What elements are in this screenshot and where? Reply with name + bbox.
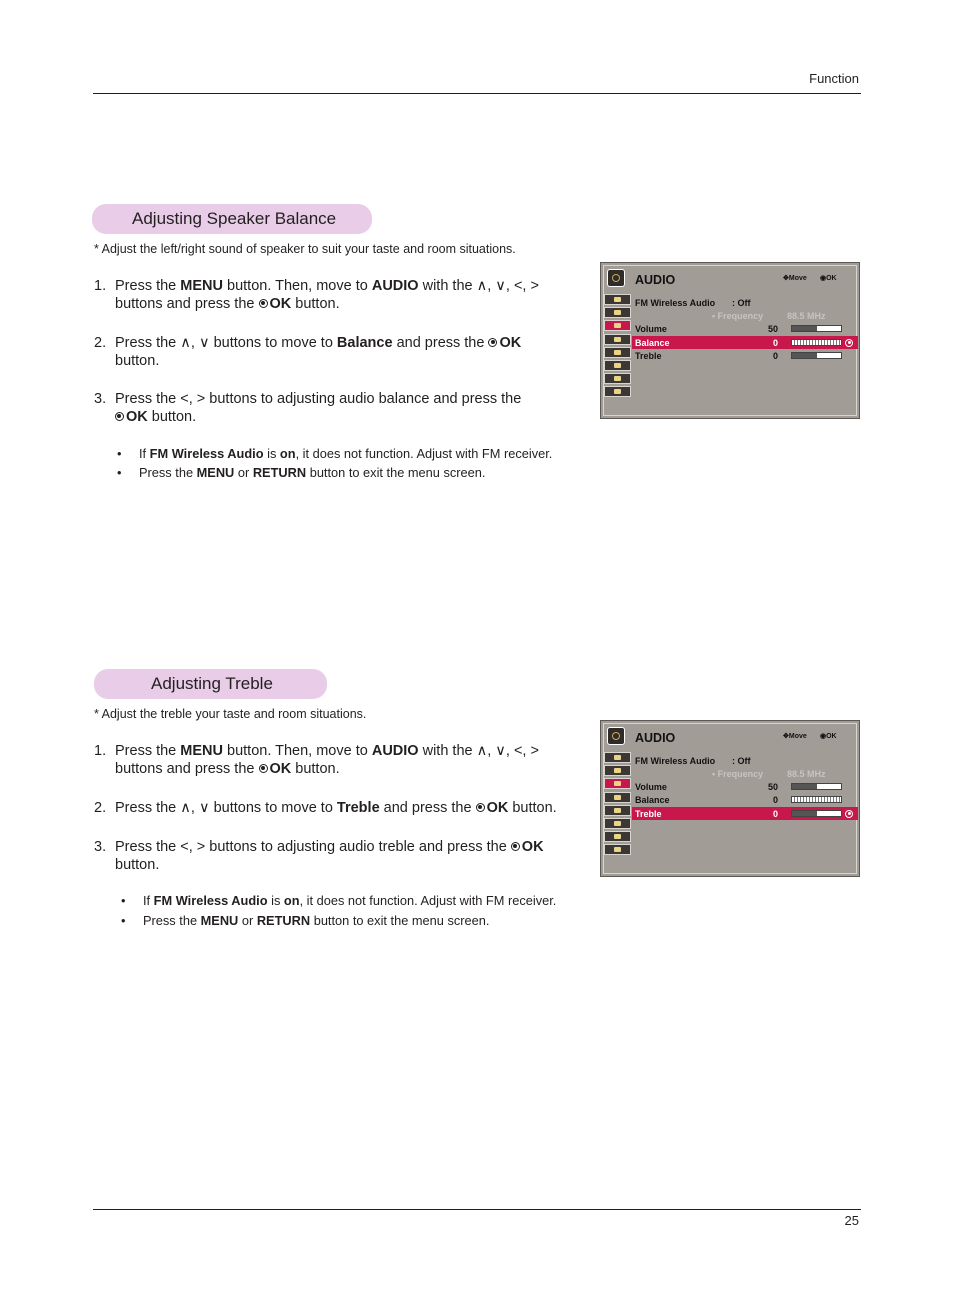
input-icon — [604, 373, 631, 384]
ok-icon — [115, 412, 124, 421]
ok-icon — [845, 339, 853, 347]
step-3: 3. Press the <, > buttons to adjusting audio balance and press the OK button. — [94, 391, 522, 425]
bullet-item: • If FM Wireless Audio is on, it does not function. Adjust with FM receiver. — [121, 893, 557, 908]
balance-slider[interactable] — [791, 339, 842, 346]
osd-category-sidebar — [604, 752, 632, 858]
osd-row-volume[interactable]: Volume 50 — [632, 322, 858, 335]
picture-icon — [604, 752, 631, 763]
picture-icon — [604, 294, 631, 305]
osd-row-treble[interactable]: Treble 0 — [632, 807, 858, 820]
osd-row-frequency: • Frequency 88.5 MHz — [712, 768, 826, 779]
balance-slider[interactable] — [791, 796, 842, 803]
header-rule — [93, 93, 861, 94]
move-hint: ✥Move — [783, 275, 807, 282]
audio-osd-menu — [600, 720, 860, 877]
section-title-treble: Adjusting Treble — [94, 669, 327, 699]
step-1: 1. Press the MENU button. Then, move to AUDIO with the ∧, ∨, <, > buttons and press the OK button. — [94, 278, 539, 312]
time-icon — [604, 334, 631, 345]
screen-icon — [604, 765, 631, 776]
step-2: 2. Press the ∧, ∨ buttons to move to Treble and press the OK button. — [94, 800, 557, 816]
bullet-item: • If FM Wireless Audio is on, it does not function. Adjust with FM receiver. — [117, 446, 553, 461]
usb-icon — [604, 844, 631, 855]
option-icon — [604, 805, 631, 816]
osd-row-volume[interactable]: Volume 50 — [632, 780, 858, 793]
section-note: * Adjust the left/right sound of speaker to suit your taste and room situations. — [94, 242, 516, 256]
lock-icon — [604, 360, 631, 371]
audio-osd-menu — [600, 262, 860, 419]
osd-row-balance[interactable]: Balance 0 — [632, 336, 858, 349]
osd-title: AUDIO — [635, 273, 676, 287]
ok-icon — [511, 842, 520, 851]
ok-icon — [259, 299, 268, 308]
bullet-item: • Press the MENU or RETURN button to exit the menu screen. — [121, 913, 490, 928]
usb-icon — [604, 386, 631, 397]
treble-bar-fill — [792, 353, 817, 358]
volume-bar-fill — [792, 784, 817, 789]
ok-icon — [476, 803, 485, 812]
bullet-item: • Press the MENU or RETURN button to exit the menu screen. — [117, 465, 486, 480]
treble-bar-fill — [792, 811, 817, 816]
step-1: 1. Press the MENU button. Then, move to AUDIO with the ∧, ∨, <, > buttons and press the OK button. — [94, 743, 539, 777]
move-hint: ✥Move — [783, 733, 807, 740]
footer-rule — [93, 1209, 861, 1210]
audio-icon — [604, 778, 631, 789]
section-note: * Adjust the treble your taste and room situations. — [94, 707, 367, 721]
section-title-balance: Adjusting Speaker Balance — [92, 204, 372, 234]
ok-icon — [845, 810, 853, 818]
speaker-icon — [607, 727, 625, 745]
audio-icon — [604, 320, 631, 331]
osd-row-treble[interactable]: Treble 0 — [632, 349, 858, 362]
volume-bar-fill — [792, 326, 817, 331]
osd-category-sidebar — [604, 294, 632, 400]
ok-hint: ◉OK — [820, 733, 837, 740]
screen-icon — [604, 307, 631, 318]
ok-hint: ◉OK — [820, 275, 837, 282]
option-icon — [604, 347, 631, 358]
ok-icon — [259, 764, 268, 773]
osd-row-frequency: • Frequency 88.5 MHz — [712, 310, 826, 321]
page-number: 25 — [844, 1213, 859, 1228]
osd-title: AUDIO — [635, 731, 676, 745]
step-3: 3. Press the <, > buttons to adjusting audio treble and press the OK button. — [94, 839, 544, 873]
speaker-icon — [607, 269, 625, 287]
step-2: 2. Press the ∧, ∨ buttons to move to Balance and press the OK button. — [94, 335, 522, 369]
ok-icon — [488, 338, 497, 347]
lock-icon — [604, 818, 631, 829]
osd-row-balance[interactable]: Balance 0 — [632, 793, 858, 806]
time-icon — [604, 792, 631, 803]
osd-row-fm[interactable]: FM Wireless Audio : Off — [635, 755, 751, 766]
input-icon — [604, 831, 631, 842]
osd-row-fm[interactable]: FM Wireless Audio : Off — [635, 297, 751, 308]
section-label: Function — [809, 71, 859, 86]
